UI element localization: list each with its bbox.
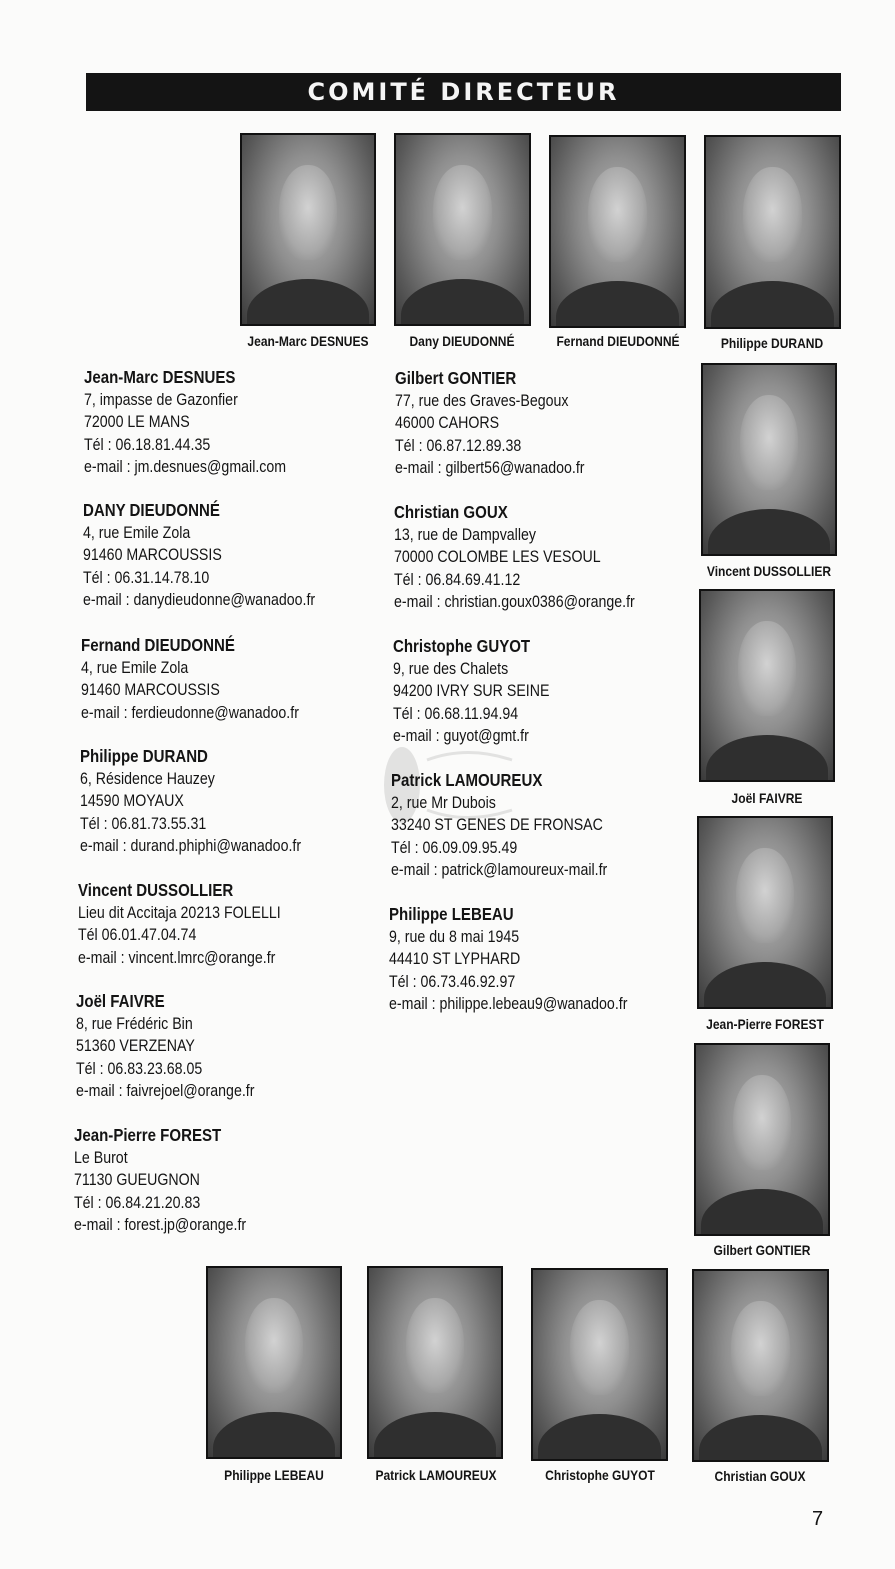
photo-caption: Patrick LAMOUREUX — [375, 1467, 497, 1483]
email-line: e-mail : gilbert56@wanadoo.fr — [395, 459, 585, 477]
member-name: Gilbert GONTIER — [395, 368, 517, 388]
email-line: e-mail : ferdieudonne@wanadoo.fr — [81, 703, 299, 722]
member-entry — [83, 499, 315, 612]
photo-jean-pierre-forest — [697, 816, 833, 1009]
address-line: 51360 VERZENAY — [76, 1037, 195, 1055]
address-line: 44410 ST LYPHARD — [389, 950, 521, 968]
member-entry — [74, 1124, 246, 1237]
address-line: 33240 ST GENES DE FRONSAC — [391, 816, 603, 834]
address-line: 7, impasse de Gazonfier — [84, 390, 238, 409]
phone-line: Tél : 06.83.23.68.05 — [76, 1059, 203, 1078]
address-line: 72000 LE MANS — [84, 413, 190, 431]
member-name: DANY DIEUDONNÉ — [83, 500, 220, 520]
member-entry — [391, 769, 607, 882]
address-line: Lieu dit Accitaja 20213 FOLELLI — [78, 903, 281, 922]
photo-caption: Philippe LEBEAU — [224, 1467, 324, 1483]
photo-joel-faivre — [699, 589, 835, 782]
phone-line: Tél : 06.68.11.94.94 — [393, 704, 519, 723]
phone-line: Tél : 06.18.81.44.35 — [84, 435, 211, 454]
address-line: 91460 MARCOUSSIS — [81, 681, 220, 699]
photo-fernand-dieudonne — [549, 135, 686, 328]
address-line: 94200 IVRY SUR SEINE — [393, 682, 550, 700]
member-entry — [80, 745, 301, 858]
member-entry — [389, 903, 627, 1016]
member-name: Christophe GUYOT — [393, 636, 531, 656]
member-name: Vincent DUSSOLLIER — [78, 880, 234, 900]
address-line: 9, rue du 8 mai 1945 — [389, 927, 520, 946]
address-line: Le Burot — [74, 1148, 128, 1167]
photo-caption: Fernand DIEUDONNÉ — [556, 333, 680, 349]
address-line: 46000 CAHORS — [395, 414, 500, 432]
photo-philippe-durand — [704, 135, 841, 329]
photo-caption: Jean-Marc DESNUES — [247, 333, 369, 349]
member-name: Christian GOUX — [394, 502, 508, 522]
member-name: Joël FAIVRE — [76, 991, 165, 1011]
address-line: 8, rue Frédéric Bin — [76, 1014, 193, 1033]
email-line: e-mail : vincent.lmrc@orange.fr — [78, 948, 276, 967]
address-line: 13, rue de Dampvalley — [394, 525, 536, 544]
member-name: Patrick LAMOUREUX — [391, 770, 543, 790]
email-line: e-mail : danydieudonne@wanadoo.fr — [83, 591, 316, 609]
photo-vincent-dussollier — [701, 363, 837, 556]
section-title: COMITÉ DIRECTEUR — [86, 73, 841, 111]
member-name: Fernand DIEUDONNÉ — [81, 635, 235, 655]
photo-christian-goux — [692, 1269, 829, 1462]
address-line: 4, rue Emile Zola — [81, 658, 189, 677]
member-entry — [395, 367, 585, 480]
address-line: 70000 COLOMBE LES VESOUL — [394, 548, 601, 566]
member-entry — [84, 366, 286, 479]
photo-philippe-lebeau — [206, 1266, 342, 1459]
phone-line: Tél : 06.87.12.89.38 — [395, 436, 522, 455]
member-entry — [81, 634, 299, 724]
member-name: Jean-Marc DESNUES — [84, 367, 236, 387]
photo-caption: Christophe GUYOT — [545, 1467, 655, 1483]
phone-line: Tél : 06.81.73.55.31 — [80, 814, 207, 833]
member-entry — [78, 879, 281, 969]
address-line: 14590 MOYAUX — [80, 792, 184, 810]
address-line: 4, rue Emile Zola — [83, 523, 191, 542]
email-line: e-mail : forest.jp@orange.fr — [74, 1216, 247, 1234]
member-name: Philippe DURAND — [80, 746, 208, 766]
phone-line: Tél : 06.31.14.78.10 — [83, 568, 210, 587]
photo-christophe-guyot — [531, 1268, 668, 1461]
phone-line: Tél : 06.84.21.20.83 — [74, 1193, 201, 1212]
email-line: e-mail : faivrejoel@orange.fr — [76, 1082, 255, 1100]
member-name: Philippe LEBEAU — [389, 904, 514, 924]
photo-caption: Christian GOUX — [714, 1468, 806, 1484]
email-line: e-mail : guyot@gmt.fr — [393, 727, 529, 745]
photo-jean-marc-desnues — [240, 133, 376, 326]
email-line: e-mail : christian.goux0386@orange.fr — [394, 593, 635, 611]
email-line: e-mail : durand.phiphi@wanadoo.fr — [80, 837, 302, 855]
email-line: e-mail : philippe.lebeau9@wanadoo.fr — [389, 995, 628, 1013]
phone-line: Tél : 06.73.46.92.97 — [389, 972, 516, 991]
photo-caption: Dany DIEUDONNÉ — [409, 333, 515, 349]
member-entry — [394, 501, 635, 614]
phone-line: Tél 06.01.47.04.74 — [78, 926, 197, 944]
address-line: 6, Résidence Hauzey — [80, 769, 215, 788]
address-line: 77, rue des Graves-Begoux — [395, 391, 569, 410]
photo-caption: Philippe DURAND — [720, 335, 824, 351]
photo-dany-dieudonne — [394, 133, 531, 326]
photo-caption: Joël FAIVRE — [731, 790, 803, 806]
address-line: 71130 GUEUGNON — [74, 1171, 200, 1189]
phone-line: Tél : 06.09.09.95.49 — [391, 838, 518, 857]
phone-line: Tél : 06.84.69.41.12 — [394, 570, 521, 589]
photo-patrick-lamoureux — [367, 1266, 503, 1459]
email-line: e-mail : jm.desnues@gmail.com — [84, 458, 287, 476]
member-name: Jean-Pierre FOREST — [74, 1125, 222, 1145]
address-line: 9, rue des Chalets — [393, 659, 509, 678]
address-line: 91460 MARCOUSSIS — [83, 546, 222, 564]
member-entry — [393, 635, 549, 748]
address-line: 2, rue Mr Dubois — [391, 793, 496, 812]
photo-caption: Gilbert GONTIER — [713, 1242, 811, 1258]
member-entry — [76, 990, 254, 1103]
page-number: 7 — [812, 1508, 824, 1530]
email-line: e-mail : patrick@lamoureux-mail.fr — [391, 861, 608, 879]
photo-gilbert-gontier — [694, 1043, 830, 1236]
photo-caption: Jean-Pierre FOREST — [706, 1016, 824, 1032]
photo-caption: Vincent DUSSOLLIER — [706, 563, 832, 579]
